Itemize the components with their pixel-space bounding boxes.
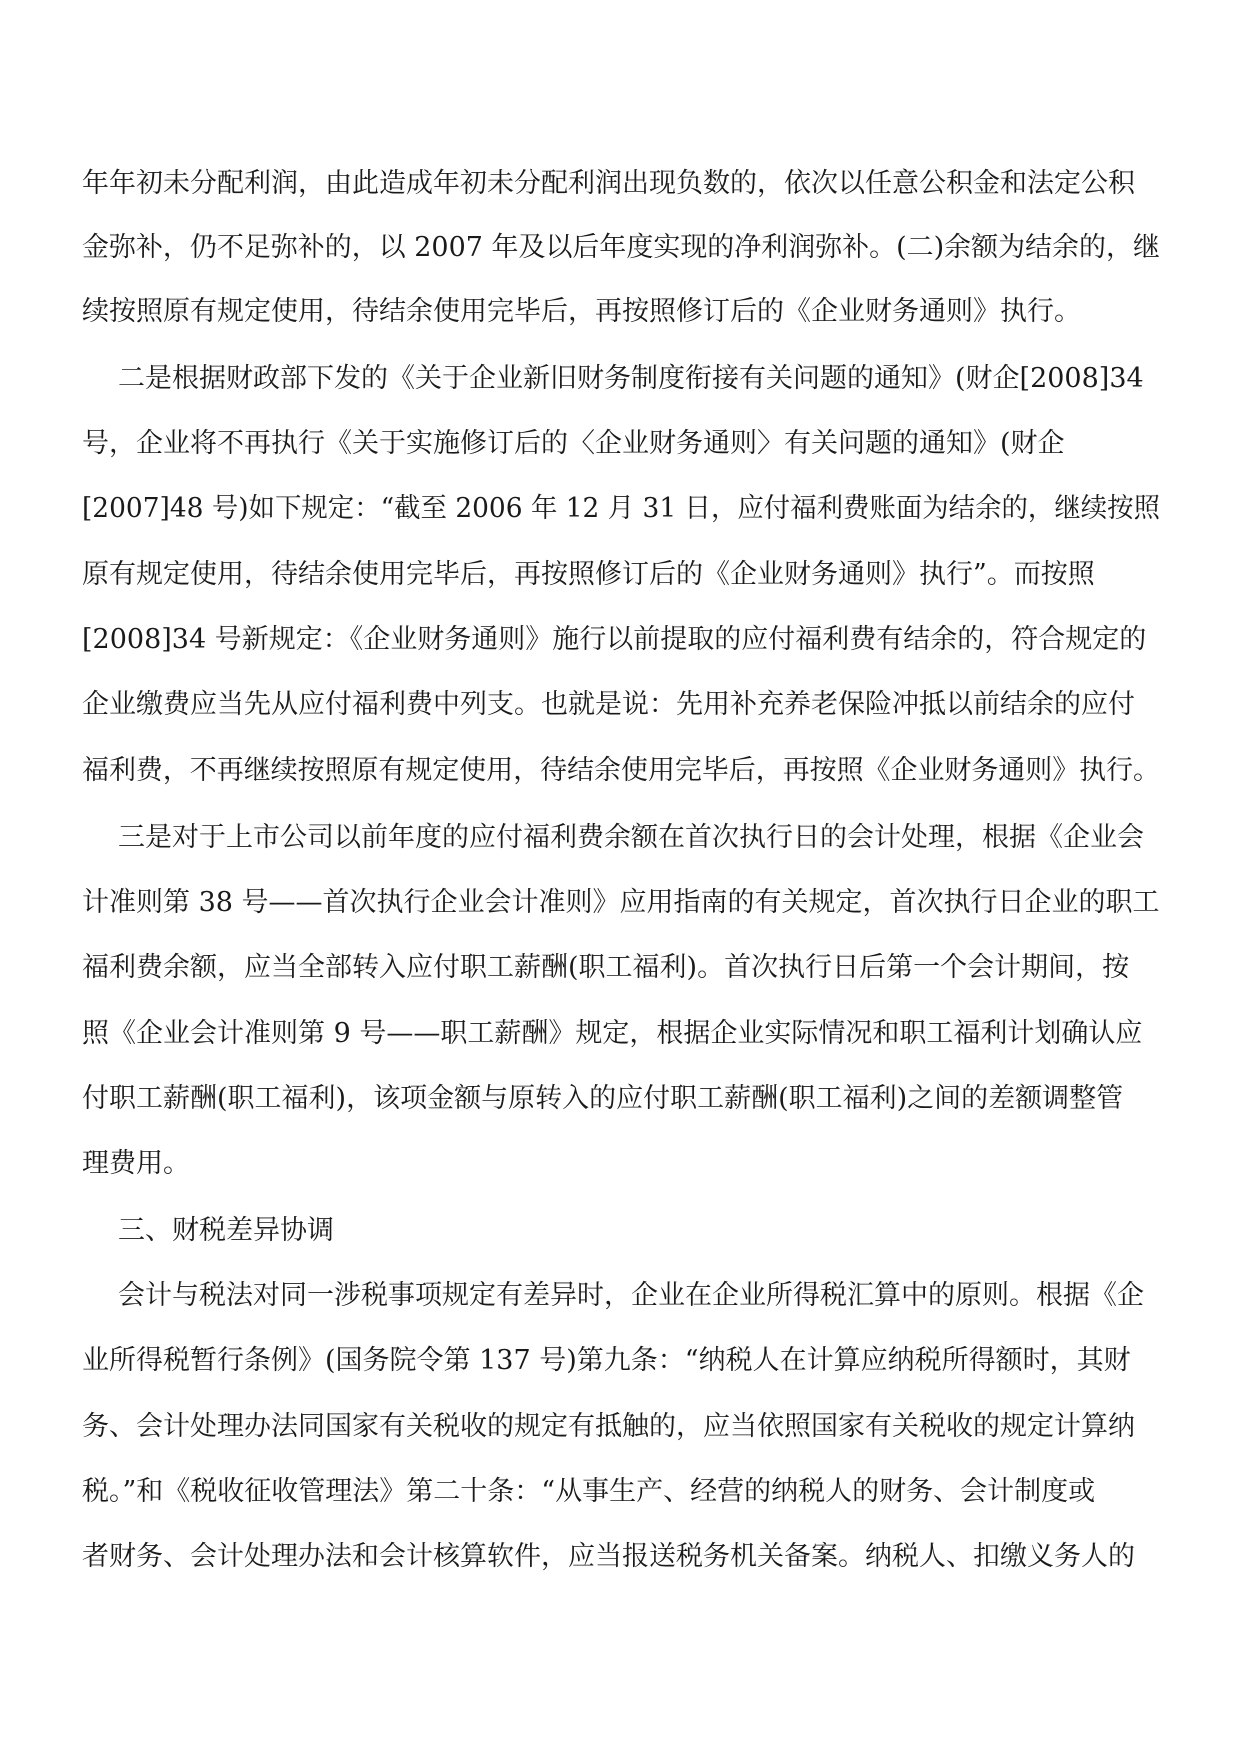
text-line: [2007]48 号)如下规定：“截至 2006 年 12 月 31 日，应付福利费账面为结余的，继续按照 — [82, 493, 1160, 524]
text-line: 会计与税法对同一涉税事项规定有差异时，企业在企业所得税汇算中的原则。根据《企 — [118, 1280, 1144, 1311]
text-line: 二是根据财政部下发的《关于企业新旧财务制度衔接有关问题的通知》(财企[2008]34 — [118, 363, 1144, 394]
text-line: 续按照原有规定使用，待结余使用完毕后，再按照修订后的《企业财务通则》执行。 — [82, 296, 1081, 327]
text-line: 原有规定使用，待结余使用完毕后，再按照修订后的《企业财务通则》执行”。而按照 — [82, 559, 1095, 590]
text-line: 业所得税暂行条例》(国务院令第 137 号)第九条：“纳税人在计算应纳税所得额时，其财 — [82, 1345, 1131, 1376]
text-line: 者财务、会计处理办法和会计核算软件，应当报送税务机关备案。纳税人、扣缴义务人的 — [82, 1541, 1135, 1572]
text-line: 计准则第 38 号——首次执行企业会计准则》应用指南的有关规定，首次执行日企业的职工 — [82, 887, 1160, 918]
text-line: 福利费余额，应当全部转入应付职工薪酬(职工福利)。首次执行日后第一个会计期间，按 — [82, 952, 1130, 983]
text-line: 务、会计处理办法同国家有关税收的规定有抵触的，应当依照国家有关税收的规定计算纳 — [82, 1411, 1135, 1442]
text-line: 年年初未分配利润，由此造成年初未分配利润出现负数的，依次以任意公积金和法定公积 — [82, 168, 1135, 199]
text-line: 税。”和《税收征收管理法》第二十条：“从事生产、经营的纳税人的财务、会计制度或 — [82, 1476, 1096, 1507]
text-line: 付职工薪酬(职工福利)，该项金额与原转入的应付职工薪酬(职工福利)之间的差额调整管 — [82, 1083, 1124, 1114]
text-line: 三是对于上市公司以前年度的应付福利费余额在首次执行日的会计处理，根据《企业会 — [118, 822, 1144, 853]
text-line: 理费用。 — [82, 1148, 190, 1179]
text-line: 福利费，不再继续按照原有规定使用，待结余使用完毕后，再按照《企业财务通则》执行。 — [82, 755, 1160, 786]
text-line: 金弥补，仍不足弥补的，以 2007 年及以后年度实现的净利润弥补。(二)余额为结余的，继 — [82, 232, 1160, 263]
section-heading: 三、财税差异协调 — [118, 1215, 334, 1246]
text-line: 企业缴费应当先从应付福利费中列支。也就是说：先用补充养老保险冲抵以前结余的应付 — [82, 689, 1135, 720]
text-line: [2008]34 号新规定：《企业财务通则》施行以前提取的应付福利费有结余的，符合规定的 — [82, 624, 1147, 655]
text-line: 号，企业将不再执行《关于实施修订后的〈企业财务通则〉有关问题的通知》(财企 — [82, 428, 1065, 459]
text-line: 照《企业会计准则第 9 号——职工薪酬》规定，根据企业实际情况和职工福利计划确认应 — [82, 1018, 1143, 1049]
